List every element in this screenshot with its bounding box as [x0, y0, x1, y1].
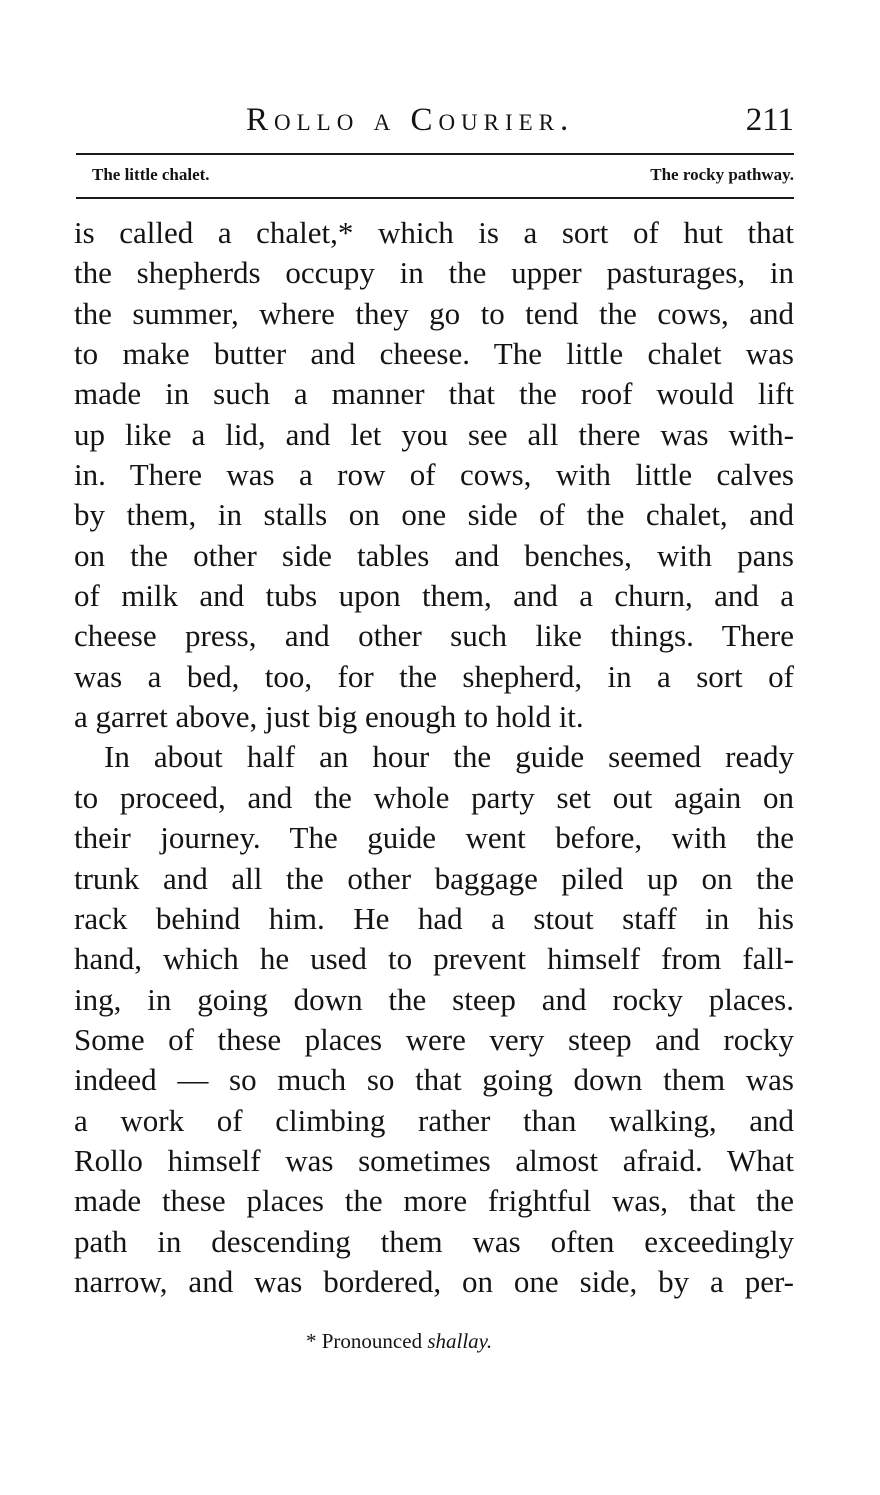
text-line: by them, in stalls on one side of the chalet, and [74, 497, 794, 533]
text-line: hand, which he used to prevent himself from fall- [74, 941, 794, 977]
text-line: their journey. The guide went before, with the [74, 820, 794, 856]
text-line: on the other side tables and benches, with pans [74, 537, 794, 573]
text-line: path in descending them was often exceedingly [74, 1223, 794, 1259]
text-line: of milk and tubs upon them, and a churn, and a [74, 578, 794, 614]
text-line: cheese press, and other such like things. There [74, 618, 794, 654]
text-line: Rollo himself was sometimes almost afraid. What [74, 1142, 794, 1178]
footnote [306, 1327, 492, 1355]
text-line: was a bed, too, for the shepherd, in a sort of [74, 658, 794, 694]
text-line: to make butter and cheese. The little chalet was [74, 336, 794, 372]
topic-heading-right: The rocky pathway. [650, 165, 794, 184]
text-line: the shepherds occupy in the upper pasturages, in [74, 255, 794, 291]
text-line: narrow, and was bordered, on one side, by a per- [74, 1263, 794, 1299]
text-line: Some of these places were very steep and rocky [74, 1021, 794, 1057]
paragraph-journey [74, 737, 794, 1302]
header-rule-top [76, 153, 794, 155]
topic-heading-left: The little chalet. [92, 165, 210, 184]
text-line: ing, in going down the steep and rocky places. [74, 981, 794, 1017]
paragraph-chalet [74, 213, 794, 737]
text-line: made these places the more frightful was, that the [74, 1183, 794, 1219]
footnote-pronunciation: shallay. [427, 1329, 493, 1353]
text-line: to proceed, and the whole party set out again on [74, 779, 794, 815]
text-line: a work of climbing rather than walking, and [74, 1102, 794, 1138]
text-line: is called a chalet,* which is a sort of hut that [74, 215, 794, 250]
text-line: in. There was a row of cows, with little calves [74, 457, 794, 493]
text-line: In about half an hour the guide seemed ready [104, 739, 794, 775]
text-line: trunk and all the other baggage piled up on the [74, 860, 794, 896]
text-line: a garret above, just big enough to hold it. [74, 699, 584, 735]
text-line: made in such a manner that the roof would lift [74, 376, 794, 412]
running-title: Rollo a Courier. [246, 102, 575, 138]
page-number: 211 [745, 102, 794, 138]
text-line: indeed — so much so that going down them was [74, 1062, 794, 1098]
text-line: the summer, where they go to tend the cows, and [74, 295, 794, 331]
page-header [76, 98, 794, 142]
text-line: up like a lid, and let you see all there was with- [74, 416, 794, 452]
header-rule-bottom [76, 197, 794, 199]
body-text [74, 213, 794, 1302]
text-line: rack behind him. He had a stout staff in his [74, 900, 794, 936]
footnote-text: * Pronounced [306, 1329, 423, 1353]
